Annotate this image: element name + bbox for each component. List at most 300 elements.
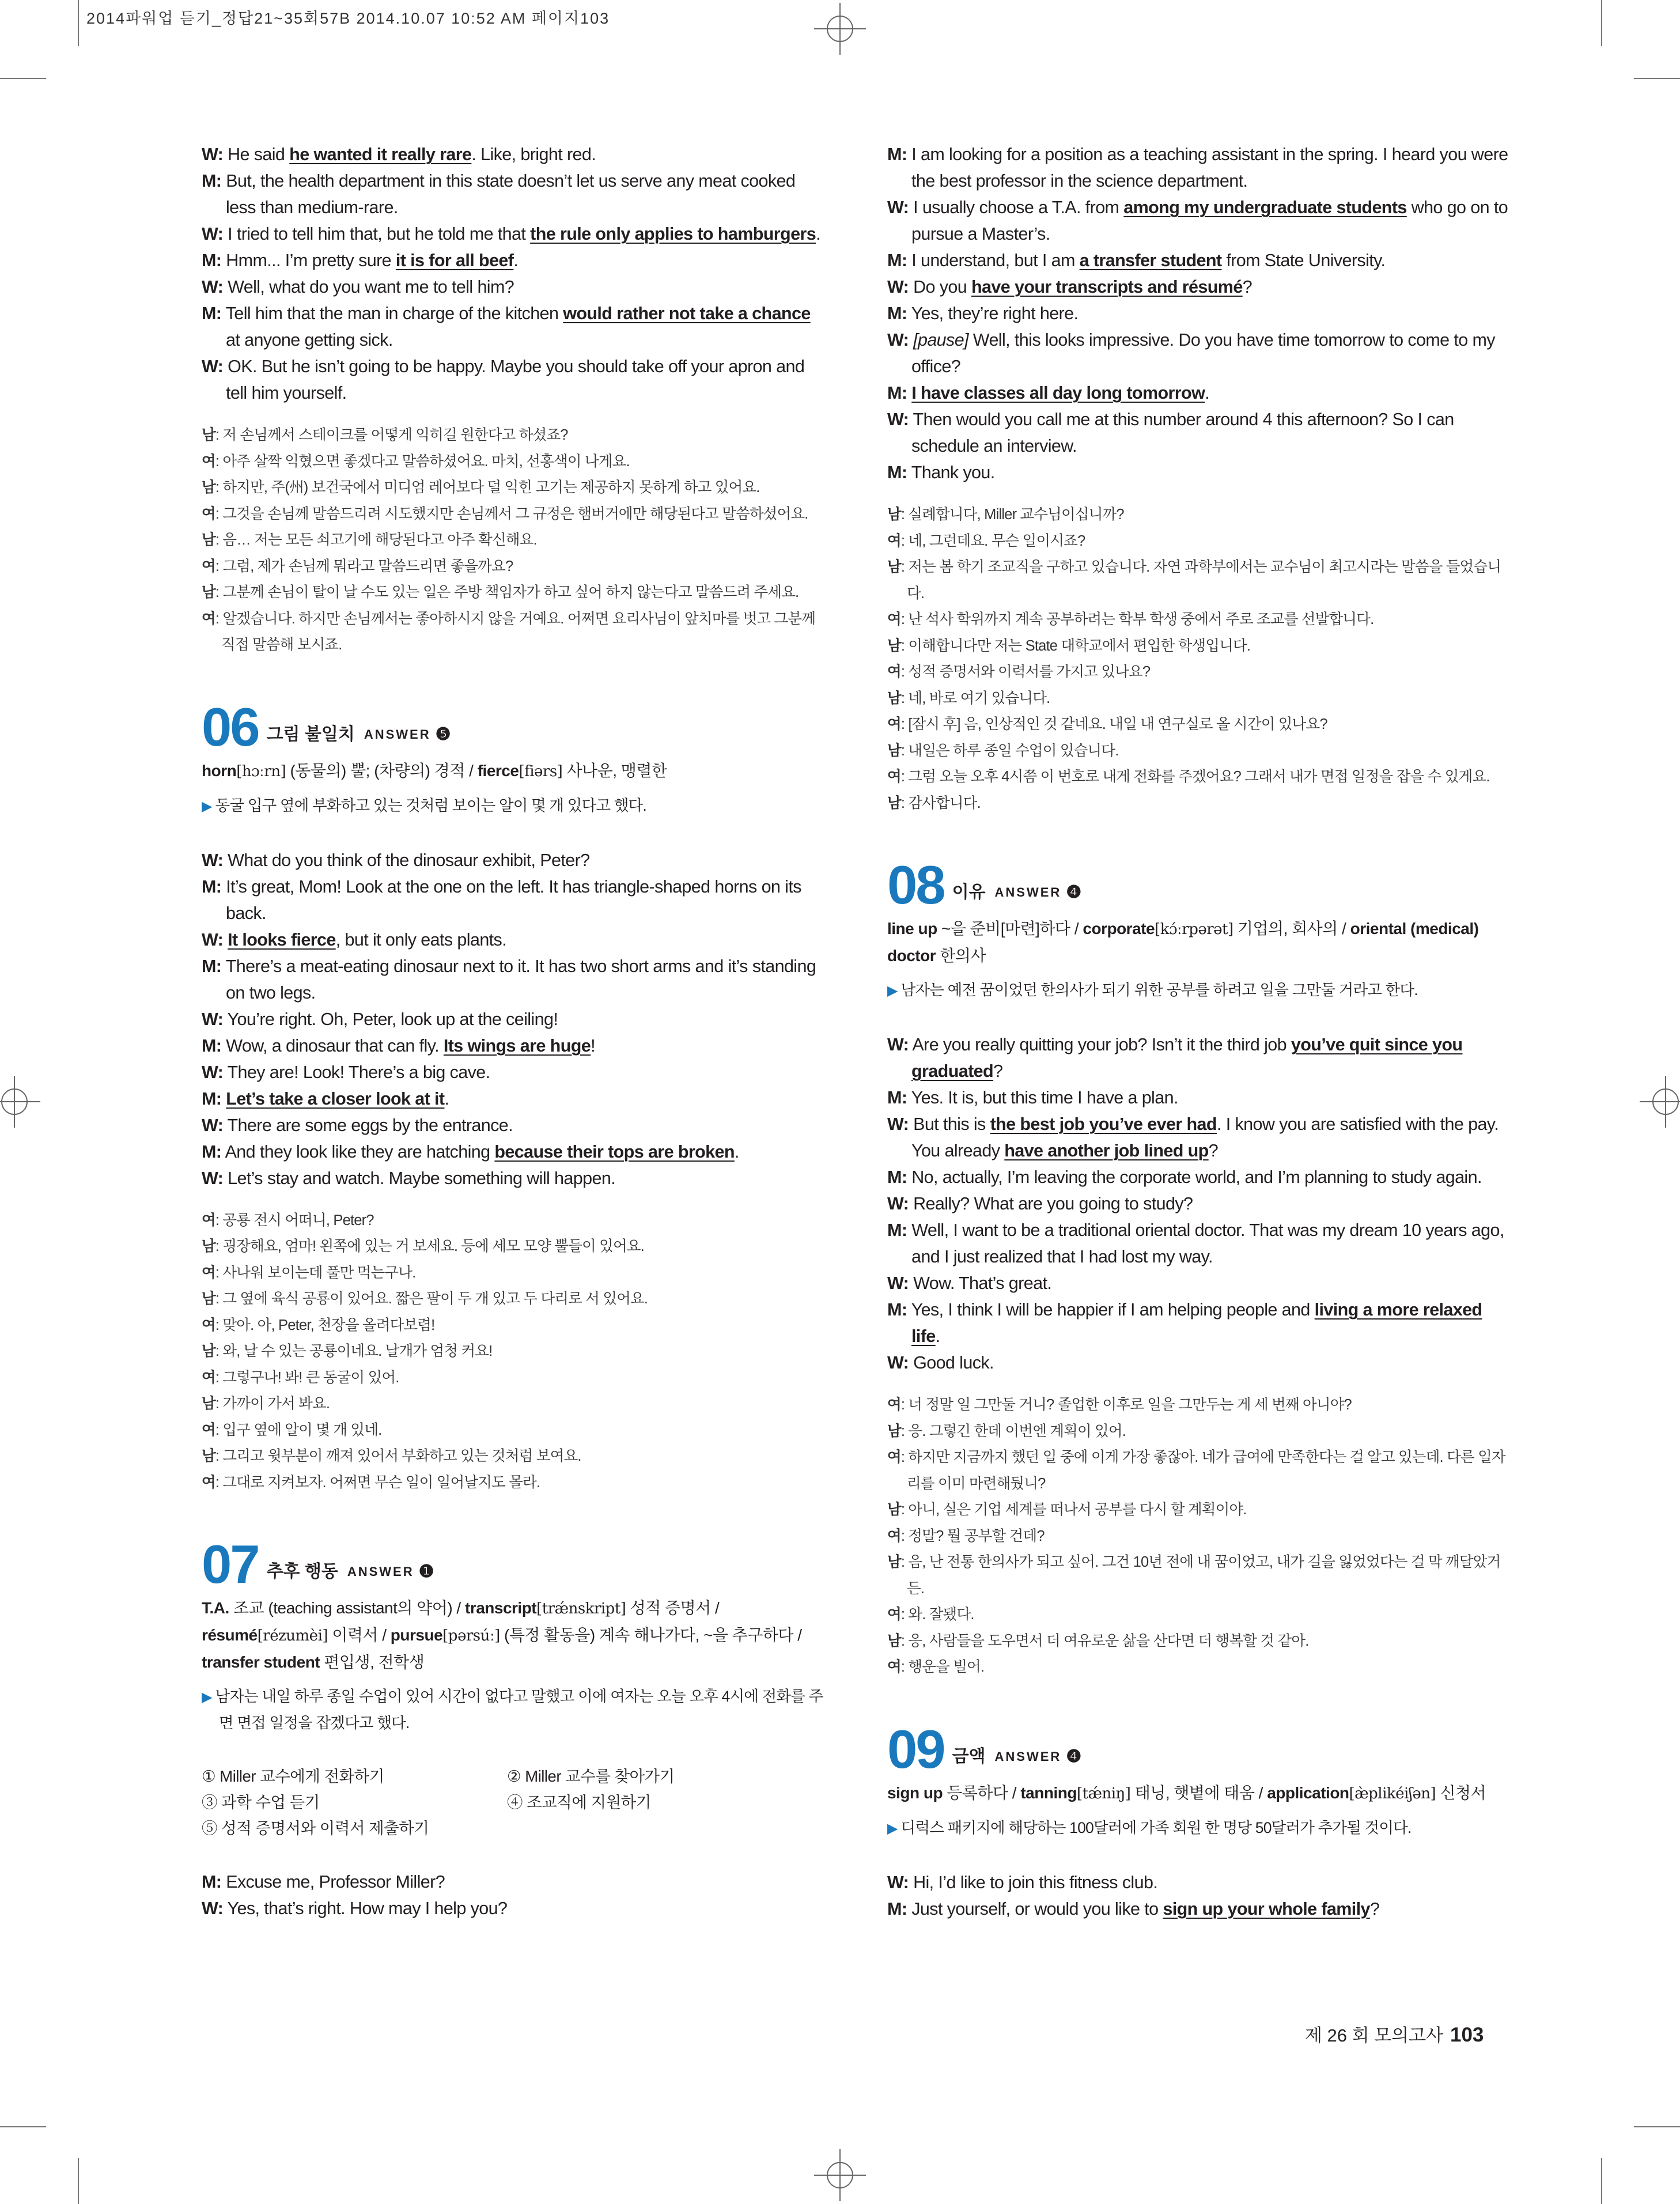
- speaker-label: W:: [887, 1353, 909, 1373]
- line-text: Wow, a dinosaur that can fly.: [221, 1035, 444, 1056]
- speaker-label: M:: [887, 251, 907, 270]
- line-text: : 내일은 하루 종일 수업이 있습니다.: [900, 742, 1119, 759]
- vocab-meaning: 신청서: [1436, 1783, 1486, 1802]
- translation-line: [202, 475, 824, 501]
- speaker-label: 여: [202, 558, 215, 574]
- line-text: : 네, 바로 여기 있습니다.: [900, 690, 1050, 706]
- registration-mark-icon: [814, 2149, 866, 2201]
- vocab-word: horn: [202, 761, 237, 780]
- vocab-word: tanning: [1020, 1783, 1077, 1802]
- line-text: I am looking for a position as a teaching assistant in the spring. I heard you were the best professor in the science department.: [907, 145, 1508, 191]
- vocab-meaning: 사나운, 맹렬한: [562, 761, 667, 780]
- line-text: . Like, bright red.: [471, 145, 596, 164]
- key-phrase: would rather not take a chance: [563, 304, 811, 323]
- line-text: Yes, that’s right. How may I help you?: [223, 1899, 508, 1918]
- answer-label: ANSWER ❺: [364, 724, 451, 744]
- option-1: ① Miller 교수에게 전화하기: [202, 1767, 384, 1785]
- line-text: : 이해합니다만 저는 State 대학교에서 편입한 학생입니다.: [900, 637, 1251, 654]
- line-text: ?: [1242, 277, 1253, 297]
- pronunciation: [fiərs]: [519, 762, 563, 780]
- dialogue-09: [887, 1869, 1509, 1922]
- line-text: : 와. 잘됐다.: [900, 1606, 974, 1623]
- dialogue-line: [202, 927, 824, 953]
- speaker-label: 남: [887, 1502, 901, 1518]
- triangle-bullet-icon: ▶: [202, 1689, 212, 1705]
- line-text: It’s great, Mom! Look at the one on the left. It has triangle-shaped horns on its back.: [221, 876, 801, 923]
- speaker-label: W:: [202, 224, 224, 244]
- registration-mark-icon: [814, 3, 866, 55]
- vocab-word: T.A.: [202, 1599, 229, 1617]
- option-5: ⑤ 성적 증명서와 이력서 제출하기: [202, 1819, 429, 1837]
- speaker-label: 남: [887, 1423, 901, 1439]
- speaker-label: W:: [887, 1194, 909, 1213]
- key-phrase: a transfer student: [1079, 251, 1222, 270]
- line-text: Hi, I’d like to join this fitness club.: [909, 1872, 1158, 1892]
- line-text: : 그대로 지켜보자. 어쩌면 무슨 일이 일어날지도 몰라.: [215, 1474, 540, 1491]
- speaker-label: W:: [887, 410, 909, 429]
- key-phrase: the rule only applies to hamburgers: [530, 224, 816, 244]
- translation-line: [202, 501, 824, 528]
- key-phrase: I have classes all day long tomorrow: [911, 383, 1205, 403]
- vocabulary: [887, 916, 1509, 969]
- translation-line: [202, 1313, 824, 1339]
- line-text: : [잠시 후] 음, 인상적인 것 같네요. 내일 내 연구실로 올 시간이 있나요?: [900, 716, 1327, 732]
- line-text: Wow. That’s great.: [909, 1273, 1052, 1293]
- line-text: .: [816, 224, 820, 244]
- line-text: : 성적 증명서와 이력서를 가지고 있나요?: [900, 664, 1151, 680]
- speaker-label: W:: [887, 1872, 909, 1892]
- translation-line: [202, 1339, 824, 1365]
- dialogue-line: [202, 1869, 824, 1895]
- speaker-label: M:: [202, 956, 222, 976]
- page-footer: [1305, 2021, 1484, 2047]
- option-2: ② Miller 교수를 찾아가기: [507, 1767, 675, 1785]
- line-text: Then would you call me at this number around 4 this afternoon? So I can schedule an interview.: [909, 410, 1454, 456]
- speaker-label: M:: [887, 1300, 907, 1320]
- dialogue-line: [887, 1111, 1509, 1164]
- dialogue-line: [202, 847, 824, 874]
- translation-line: [202, 1234, 824, 1260]
- key-phrase: you’ve quit since you graduated: [911, 1035, 1463, 1081]
- line-text: : 공룡 전시 어떠니, Peter?: [215, 1212, 374, 1228]
- line-text: : 그럼, 제가 손님께 뭐라고 말씀드리면 좋을까요?: [215, 558, 513, 574]
- speaker-label: W:: [202, 850, 224, 870]
- speaker-label: M:: [202, 251, 222, 270]
- translation-line: [202, 1443, 824, 1470]
- dialogue-line: [887, 1896, 1509, 1922]
- dialogue-line: [887, 194, 1509, 247]
- line-text: : 입구 옆에 알이 몇 개 있네.: [215, 1422, 382, 1438]
- speaker-label: M:: [887, 1220, 907, 1240]
- speaker-label: 여: [202, 1264, 215, 1281]
- vocab-meaning: 성적 증명서 /: [626, 1599, 720, 1617]
- section-number: 08: [887, 855, 944, 915]
- line-text: Excuse me, Professor Miller?: [221, 1872, 445, 1892]
- key-phrase: have your transcripts and résumé: [971, 277, 1243, 297]
- key-phrase: have another job lined up: [1004, 1141, 1209, 1160]
- right-column: [887, 141, 1509, 1922]
- crop-mark: [0, 2126, 46, 2127]
- answer-summary: ▶ 디럭스 패키지에 해당하는 100달러에 가족 회원 한 명당 50달러가 추가될 것이다.: [887, 1819, 1412, 1836]
- line-text: Hmm... I’m pretty sure: [221, 251, 396, 270]
- vocab-meaning: 등록하다 /: [943, 1783, 1021, 1802]
- speaker-label: 남: [202, 1343, 215, 1359]
- line-text: : 감사합니다.: [900, 795, 981, 811]
- vocab-meaning: 기업의, 회사의 /: [1233, 920, 1350, 937]
- translation-line: [887, 528, 1509, 555]
- translation-line: [202, 554, 824, 580]
- line-text: ?: [1369, 1899, 1380, 1919]
- section-07: [202, 1532, 824, 1922]
- line-text: [909, 330, 913, 350]
- key-phrase: he wanted it really rare: [289, 145, 472, 164]
- line-text: : 정말? 뭘 공부할 건데?: [900, 1528, 1045, 1544]
- dialogue-line: [202, 168, 824, 221]
- dialogue-line: [887, 459, 1509, 486]
- key-phrase: It looks fierce: [228, 929, 336, 950]
- line-text: at anyone getting sick.: [226, 330, 393, 350]
- translation-line: [202, 422, 824, 449]
- speaker-label: 여: [887, 1449, 901, 1465]
- dialogue-line: [202, 1033, 824, 1059]
- vocab-meaning: 편입생, 전학생: [320, 1653, 425, 1671]
- speaker-label: W:: [202, 1062, 224, 1082]
- line-text: But this is: [909, 1114, 990, 1134]
- answer-label: ANSWER ❹: [994, 883, 1082, 902]
- line-text: : 와, 날 수 있는 공룡이네요. 날개가 엄청 커요!: [215, 1343, 493, 1359]
- translation-line: [887, 1445, 1509, 1497]
- line-text: .: [734, 1141, 739, 1162]
- speaker-label: 여: [202, 610, 215, 627]
- vocabulary: [202, 1595, 824, 1676]
- translation-line: [202, 1260, 824, 1287]
- speaker-label: 남: [202, 479, 215, 496]
- speaker-label: M:: [887, 145, 907, 164]
- translation-line: [202, 1208, 824, 1234]
- crop-mark: [78, 0, 79, 46]
- exam-label: 제 26 회 모의고사: [1305, 2025, 1443, 2046]
- line-text: : 그분께 손님이 탈이 날 수도 있는 일은 주방 책임자가 하고 싶어 하지 않는다고 말씀드려 주세요.: [215, 584, 799, 600]
- pronunciation: [trǽnskript]: [536, 1600, 626, 1617]
- speaker-label: M:: [887, 463, 907, 482]
- speaker-label: 남: [887, 742, 901, 759]
- line-text: I usually choose a T.A. from: [909, 198, 1124, 217]
- translation-07: [887, 502, 1509, 816]
- speaker-label: 남: [887, 637, 901, 654]
- dialogue-line: [887, 406, 1509, 459]
- translation-08: [887, 1392, 1509, 1681]
- speaker-label: 여: [202, 453, 215, 470]
- dialogue-line: [887, 380, 1509, 406]
- dialogue-line: [887, 274, 1509, 300]
- dialogue-07-start: [202, 1869, 824, 1922]
- dialogue-line: [887, 141, 1509, 194]
- line-text: Well, this looks impressive. Do you have time tomorrow to come to my office?: [911, 330, 1495, 376]
- translation-line: [887, 554, 1509, 607]
- pronunciation: [pərsúː]: [442, 1627, 500, 1645]
- speaker-label: 남: [202, 1238, 215, 1254]
- vocab-meaning: (동물의) 뿔; (차량의) 경적 /: [286, 761, 478, 780]
- line-text: : 저 손님께서 스테이크를 어떻게 익히길 원한다고 하셨죠?: [215, 427, 568, 443]
- dialogue-line: [202, 1895, 824, 1922]
- line-text: No, actually, I’m leaving the corporate world, and I’m planning to study again.: [907, 1167, 1482, 1187]
- dialogue-line: [887, 327, 1509, 380]
- key-phrase: Its wings are huge: [443, 1035, 591, 1056]
- translation-line: [887, 686, 1509, 712]
- line-text: .: [513, 251, 519, 270]
- translation-line: [202, 1365, 824, 1392]
- speaker-label: M:: [887, 1899, 907, 1919]
- line-text: . I know you are satisfied with the pay. You already: [911, 1114, 1499, 1160]
- translation-line: [887, 791, 1509, 817]
- dialogue-line: [202, 1086, 824, 1112]
- speaker-label: 여: [887, 664, 901, 680]
- line-text: : 알겠습니다. 하지만 손님께서는 좋아하시지 않을 거예요. 어쩌면 요리사님이 앞치마를 벗고 그분께 직접 말씀해 보시죠.: [215, 610, 816, 653]
- speaker-label: 여: [887, 716, 901, 732]
- translation-line: [887, 1549, 1509, 1602]
- line-text: Yes, I think I will be happier if I am helping people and: [907, 1300, 1315, 1320]
- key-phrase: because their tops are broken: [494, 1141, 735, 1162]
- dialogue-line: [202, 274, 824, 300]
- line-text: .: [935, 1326, 940, 1346]
- translation-line: [202, 1391, 824, 1417]
- speaker-label: M:: [202, 1141, 222, 1162]
- dialogue-line: [887, 1164, 1509, 1190]
- translation-line: [202, 606, 824, 659]
- answer-number: ❹: [1066, 1746, 1082, 1766]
- speaker-label: W:: [202, 1168, 224, 1188]
- line-text: OK. But he isn’t going to be happy. Maybe you should take off your apron and tell him yourself.: [223, 357, 805, 403]
- speaker-label: 여: [887, 1659, 901, 1675]
- dialogue-line: [202, 141, 824, 168]
- translation-line: [887, 1419, 1509, 1445]
- line-text: : 그 옆에 육식 공룡이 있어요. 짧은 팔이 두 개 있고 두 다리로 서 있어요.: [215, 1291, 648, 1307]
- speaker-label: W:: [887, 330, 909, 350]
- line-text: : 저는 봄 학기 조교직을 구하고 있습니다. 자연 과학부에서는 교수님이 최고시라는 말씀을 들었습니다.: [900, 559, 1501, 602]
- translation-06: [202, 1208, 824, 1496]
- translation-line: [887, 1392, 1509, 1419]
- answer-number: ❺: [435, 724, 451, 744]
- dialogue-line: [202, 247, 824, 274]
- translation-line: [887, 1628, 1509, 1655]
- speaker-label: 여: [202, 505, 215, 522]
- crop-mark: [1601, 0, 1602, 46]
- dialogue-line: [887, 1084, 1509, 1111]
- section-number: 07: [202, 1534, 259, 1594]
- crop-mark: [1601, 2158, 1602, 2204]
- line-text: Let’s stay and watch. Maybe something will happen.: [223, 1168, 616, 1188]
- answer-number: ❶: [418, 1562, 434, 1581]
- line-text: Really? What are you going to study?: [909, 1194, 1193, 1213]
- line-text: Thank you.: [907, 463, 995, 482]
- line-text: : 가까이 가서 봐요.: [215, 1396, 330, 1412]
- speaker-label: 남: [887, 559, 901, 575]
- line-text: : 너 정말 일 그만둘 거니? 졸업한 이후로 일을 그만두는 게 세 번째 아니야?: [900, 1397, 1352, 1413]
- line-text: Are you really quitting your job? Isn’t it the third job: [909, 1035, 1291, 1054]
- answer-summary: ▶ 남자는 예전 꿈이었던 한의사가 되기 위한 공부를 하려고 일을 그만둘 거라고 한다.: [887, 981, 1418, 999]
- line-text: : 굉장해요, 엄마! 왼쪽에 있는 거 보세요. 등에 세모 모양 뿔들이 있어요.: [215, 1238, 644, 1254]
- key-phrase: it is for all beef: [395, 251, 514, 270]
- speaker-label: M:: [202, 171, 222, 191]
- line-text: , but it only eats plants.: [335, 929, 507, 950]
- translation-line: [202, 1286, 824, 1313]
- line-text: Well, I want to be a traditional oriental doctor. That was my dream 10 years ago, and I just realized that I had lost my way.: [907, 1220, 1504, 1267]
- left-column: [202, 141, 824, 1922]
- dialogue-line: [202, 353, 824, 406]
- speaker-label: M:: [202, 876, 222, 897]
- vocab-word: line up: [887, 920, 937, 937]
- speaker-label: 남: [887, 506, 901, 523]
- line-text: : 난 석사 학위까지 계속 공부하려는 학부 학생 중에서 주로 조교를 선발합니다.: [900, 611, 1374, 627]
- translation-05: [202, 422, 824, 659]
- speaker-label: 여: [887, 1528, 901, 1544]
- translation-line: [202, 449, 824, 475]
- print-header: 2014파워업 듣기_정답21~35회57B 2014.10.07 10:52 AM 페이지103: [86, 10, 610, 27]
- answer-number: ❹: [1066, 883, 1082, 902]
- speaker-label: 남: [202, 1291, 215, 1307]
- speaker-label: W:: [202, 357, 224, 376]
- dialogue-line: [202, 300, 824, 353]
- speaker-label: 여: [202, 1474, 215, 1491]
- speaker-label: 여: [887, 1606, 901, 1623]
- vocab-word: transcript: [464, 1599, 537, 1617]
- line-text: : 하지만 지금까지 했던 일 중에 이게 가장 좋잖아. 네가 급여에 만족한다는 걸 알고 있는데. 다른 일자리를 이미 마련해뒀니?: [900, 1449, 1505, 1492]
- speaker-label: W:: [202, 1899, 224, 1918]
- translation-line: [887, 1523, 1509, 1550]
- translation-line: [202, 1470, 824, 1496]
- pronunciation: [tǽniŋ]: [1076, 1785, 1131, 1802]
- speaker-label: W:: [202, 1009, 224, 1029]
- line-text: : 사나워 보이는데 풀만 먹는구나.: [215, 1264, 416, 1281]
- line-text: : 음, 난 전통 한의사가 되고 싶어. 그건 10년 전에 내 꿈이었고, 내가 길을 잃었었다는 걸 막 깨달았거든.: [900, 1554, 1501, 1597]
- speaker-label: W:: [202, 277, 224, 297]
- section-number: 06: [202, 696, 259, 757]
- translation-line: [887, 607, 1509, 633]
- line-text: .: [444, 1088, 449, 1109]
- section-header: [887, 1717, 1509, 1779]
- line-text: : 행운을 빌어.: [900, 1659, 985, 1675]
- speaker-label: 남: [887, 690, 901, 706]
- section-number: 09: [887, 1718, 944, 1779]
- speaker-label: 남: [202, 584, 215, 600]
- key-phrase: Let’s take a closer look at it: [226, 1088, 445, 1109]
- crop-mark: [1634, 2126, 1680, 2127]
- option-4: ④ 조교직에 지원하기: [507, 1793, 651, 1811]
- vocabulary: [202, 758, 824, 785]
- speaker-label: 여: [202, 1317, 215, 1333]
- section-06: [202, 694, 824, 1496]
- vocab-meaning: 한의사: [936, 947, 986, 965]
- line-text: Do you: [909, 277, 971, 297]
- speaker-label: 여: [887, 769, 901, 785]
- translation-line: [887, 712, 1509, 738]
- dialogue-line: [887, 247, 1509, 274]
- speaker-label: W:: [887, 1035, 909, 1054]
- speaker-label: 남: [887, 1632, 901, 1649]
- section-title: 금액: [952, 1746, 986, 1766]
- translation-line: [887, 764, 1509, 791]
- dialogue-line: [887, 300, 1509, 327]
- vocabulary: [887, 1780, 1509, 1807]
- line-text: !: [591, 1035, 595, 1056]
- vocab-meaning: (특정 활동을) 계속 해나가다, ~을 추구하다 /: [500, 1626, 802, 1644]
- line-text: You’re right. Oh, Peter, look up at the ceiling!: [223, 1009, 558, 1029]
- line-text: There’s a meat-eating dinosaur next to it. It has two short arms and it’s standing on two legs.: [221, 956, 816, 1003]
- key-phrase: living a more relaxed life: [911, 1300, 1482, 1346]
- line-text: And they look like they are hatching: [221, 1141, 495, 1162]
- speaker-label: W:: [202, 1115, 224, 1135]
- line-text: Just yourself, or would you like to: [907, 1899, 1163, 1919]
- speaker-label: W:: [887, 1273, 909, 1293]
- triangle-bullet-icon: ▶: [887, 983, 898, 999]
- line-text: : 그것을 손님께 말씀드리려 시도했지만 손님께서 그 규정은 햄버거에만 해당된다고 말씀하셨어요.: [215, 505, 808, 522]
- line-text: [pause]: [913, 330, 968, 350]
- section-title: 이유: [952, 883, 986, 902]
- speaker-label: W:: [202, 145, 224, 164]
- line-text: Well, what do you want me to tell him?: [223, 277, 514, 297]
- speaker-label: 여: [887, 532, 901, 549]
- triangle-bullet-icon: ▶: [887, 1820, 898, 1836]
- dialogue-line: [887, 1270, 1509, 1296]
- translation-line: [202, 1417, 824, 1444]
- line-text: : 응, 사람들을 도우면서 더 여유로운 삶을 산다면 더 행복할 것 같아.: [900, 1632, 1309, 1649]
- section-title: 그림 불일치: [266, 724, 355, 744]
- dialogue-08: [887, 1031, 1509, 1376]
- dialogue-line: [202, 1006, 824, 1033]
- answer-label: ANSWER ❶: [347, 1562, 434, 1581]
- speaker-label: 여: [202, 1212, 215, 1228]
- vocab-word: corporate: [1083, 920, 1155, 937]
- speaker-label: 남: [202, 427, 215, 443]
- dialogue-line: [887, 1296, 1509, 1349]
- answer-summary: ▶ 동굴 입구 옆에 부화하고 있는 것처럼 보이는 알이 몇 개 있다고 했다.: [202, 796, 646, 814]
- translation-line: [887, 1654, 1509, 1681]
- option-3: ③ 과학 수업 듣기: [202, 1793, 320, 1811]
- line-text: : 응. 그렇긴 한데 이번엔 계획이 있어.: [900, 1423, 1126, 1439]
- dialogue-line: [887, 1217, 1509, 1270]
- speaker-label: 여: [887, 611, 901, 627]
- dialogue-line: [202, 221, 824, 247]
- triangle-bullet-icon: ▶: [202, 798, 212, 814]
- line-text: ?: [1208, 1141, 1219, 1160]
- pronunciation: [hɔːrn]: [236, 762, 286, 780]
- speaker-label: 남: [202, 1448, 215, 1464]
- vocab-word: sign up: [887, 1783, 943, 1802]
- section-header: [202, 1532, 824, 1594]
- dialogue-06: [202, 847, 824, 1192]
- speaker-label: 남: [887, 795, 901, 811]
- dialogue-line: [202, 1165, 824, 1192]
- line-text: But, the health department in this state doesn’t let us serve any meat cooked less than medium-rare.: [221, 171, 796, 217]
- answer-summary: ▶ 남자는 내일 하루 종일 수업이 있어 시간이 없다고 말했고 이에 여자는 오늘 오후 4시에 전화를 주면 면접 일정을 잡겠다고 했다.: [202, 1688, 823, 1732]
- dialogue-05: [202, 141, 824, 406]
- answer-label: ANSWER ❹: [994, 1746, 1082, 1766]
- line-text: : 맞아. 아, Peter, 천장을 올려다보렴!: [215, 1317, 435, 1333]
- registration-mark-icon: [0, 1076, 40, 1128]
- key-phrase: sign up your whole family: [1163, 1899, 1370, 1919]
- translation-line: [887, 659, 1509, 686]
- translation-line: [887, 633, 1509, 660]
- pronunciation: [æ̀plikéiʃən]: [1349, 1785, 1436, 1802]
- vocab-word: oriental (medical) doctor: [887, 920, 1479, 965]
- line-text: I tried to tell him that, but he told me that: [223, 224, 531, 244]
- speaker-label: W:: [887, 1114, 909, 1134]
- dialogue-line: [887, 1349, 1509, 1376]
- line-text: : 그렇구나! 봐! 큰 동굴이 있어.: [215, 1369, 399, 1386]
- speaker-label: W:: [887, 277, 909, 297]
- crop-mark: [1634, 78, 1680, 79]
- translation-line: [887, 502, 1509, 528]
